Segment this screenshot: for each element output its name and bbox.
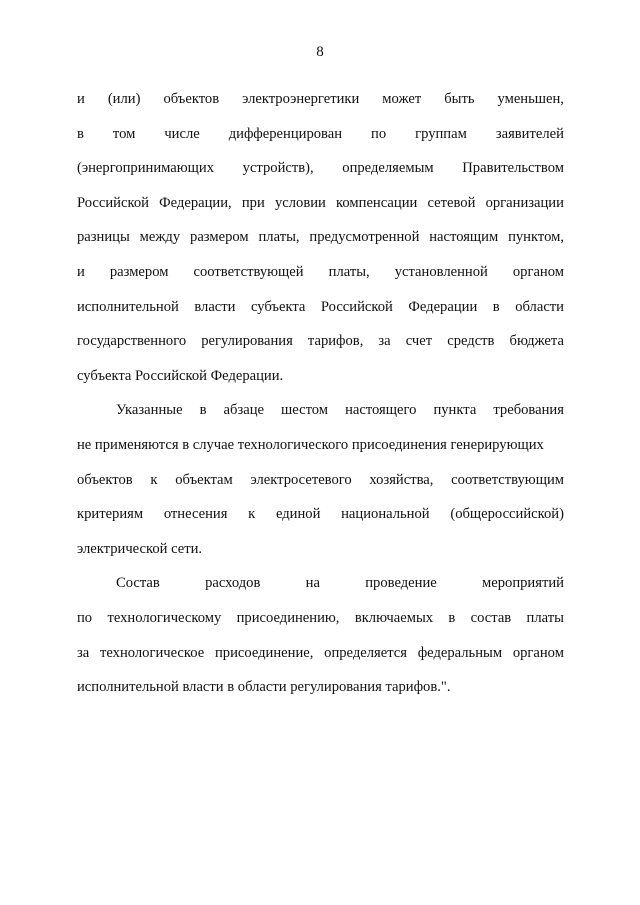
- word: платы: [526, 609, 564, 626]
- word: устройств),: [242, 160, 314, 177]
- word: шестом: [281, 402, 329, 419]
- word: в: [492, 298, 500, 315]
- text-line: [77, 151, 564, 186]
- word: за: [77, 644, 90, 661]
- text-line: [77, 324, 564, 359]
- word: Федерации,: [159, 194, 232, 211]
- word: в: [448, 609, 456, 626]
- text-line: [77, 290, 564, 325]
- text-line: [77, 532, 564, 567]
- word: и: [77, 263, 85, 280]
- word: по: [77, 609, 93, 626]
- word: Правительством: [462, 160, 564, 177]
- word: области: [515, 298, 564, 315]
- page-number: 8: [316, 44, 324, 60]
- word: за: [378, 333, 391, 350]
- word: пунктом,: [508, 229, 564, 246]
- word: дифференцирован: [228, 125, 343, 142]
- word: объектам: [175, 471, 233, 488]
- word: определяется: [324, 644, 407, 661]
- word: (общероссийской): [450, 506, 564, 523]
- word: условии: [274, 194, 326, 211]
- text-line: [77, 566, 564, 601]
- word: и: [77, 91, 85, 107]
- word: средств: [447, 333, 495, 350]
- word: разницы: [77, 229, 130, 246]
- word: исполнительной: [77, 298, 179, 315]
- word: в: [199, 402, 207, 419]
- word: национальной: [341, 506, 430, 523]
- word: Российской: [77, 194, 149, 211]
- text-line: [77, 117, 564, 152]
- word: к: [150, 471, 158, 488]
- word: хозяйства,: [369, 471, 434, 488]
- word: состав: [470, 609, 512, 626]
- word: определяемым: [342, 160, 434, 177]
- text-line: [77, 497, 564, 532]
- line-text: не применяются в случае технологического присоединения генерирующих: [77, 436, 544, 453]
- word: электросетевого: [250, 471, 352, 488]
- word: настоящим: [429, 229, 499, 246]
- word: размером: [190, 229, 249, 246]
- text-line: [77, 186, 564, 221]
- paragraph: [77, 393, 564, 566]
- text-line: [77, 255, 564, 290]
- word: группам: [415, 125, 467, 142]
- word: том: [112, 125, 136, 142]
- word: присоединению,: [236, 609, 340, 626]
- text-line: [77, 428, 564, 463]
- word: присоединение,: [214, 644, 314, 661]
- word: объектов: [163, 91, 220, 107]
- word: предусмотренной: [309, 229, 420, 246]
- text-line: [77, 393, 564, 428]
- word: Российской: [320, 298, 393, 315]
- word: настоящего: [345, 402, 417, 419]
- word: организации: [485, 194, 564, 211]
- word: соответствующим: [451, 471, 564, 488]
- word: бюджета: [509, 333, 564, 350]
- word: по: [371, 125, 387, 142]
- word: размером: [109, 263, 169, 280]
- word: требования: [493, 402, 564, 419]
- word: субъекта: [250, 298, 306, 315]
- word: платы,: [328, 263, 370, 280]
- text-line: [77, 636, 564, 671]
- word: технологическому: [107, 609, 222, 626]
- word: технологическое: [100, 644, 205, 661]
- line-text: электрической сети.: [77, 540, 203, 557]
- word: счет: [405, 333, 433, 350]
- word: абзаце: [223, 402, 264, 419]
- word: мероприятий: [482, 575, 564, 592]
- word: Федерации: [408, 298, 478, 315]
- word: к: [248, 506, 256, 523]
- word: (энергопринимающих: [77, 160, 215, 177]
- word: регулирования: [201, 333, 293, 350]
- paragraph: [77, 82, 564, 393]
- text-line: [77, 82, 564, 117]
- line-text: исполнительной власти в области регулирования тарифов.".: [77, 679, 451, 696]
- word: числе: [164, 125, 200, 142]
- text-line: [77, 601, 564, 636]
- word: расходов: [205, 575, 261, 592]
- word: на: [305, 575, 320, 592]
- word: электроэнергетики: [242, 91, 360, 107]
- line-text: субъекта Российской Федерации.: [77, 367, 284, 384]
- word: уменьшен,: [497, 91, 564, 107]
- paragraph: [77, 566, 564, 704]
- word: отнесения: [163, 506, 228, 523]
- word: Указанные: [116, 402, 183, 419]
- word: компенсации: [336, 194, 418, 211]
- body-text: [77, 82, 564, 705]
- text-line: [77, 220, 564, 255]
- text-line: [77, 463, 564, 498]
- word: объектов: [77, 471, 133, 488]
- word: органом: [512, 644, 564, 661]
- text-line: [77, 359, 564, 394]
- word: заявителей: [495, 125, 564, 142]
- word: (или): [107, 91, 141, 107]
- word: органом: [512, 263, 564, 280]
- word: между: [139, 229, 181, 246]
- word: Состав: [116, 575, 160, 592]
- word: пункта: [433, 402, 477, 419]
- word: включаемых: [354, 609, 434, 626]
- word: власти: [194, 298, 236, 315]
- text-line: [77, 670, 564, 705]
- word: соответствующей: [193, 263, 304, 280]
- word: проведение: [365, 575, 437, 592]
- word: в: [77, 125, 84, 142]
- word: тарифов,: [307, 333, 364, 350]
- word: сетевой: [427, 194, 476, 211]
- word: государственного: [77, 333, 187, 350]
- word: установленной: [394, 263, 488, 280]
- word: быть: [444, 91, 475, 107]
- word: при: [241, 194, 265, 211]
- word: может: [382, 91, 422, 107]
- word: критериям: [77, 506, 144, 523]
- word: платы,: [258, 229, 300, 246]
- word: федеральным: [417, 644, 503, 661]
- word: единой: [275, 506, 321, 523]
